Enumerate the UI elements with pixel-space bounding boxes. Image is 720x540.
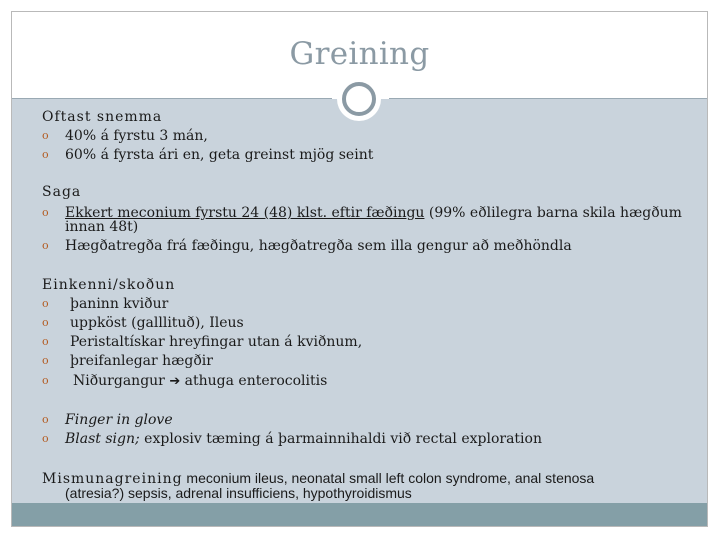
list-item: þaninn kviður [70,296,169,312]
list-item [65,204,682,222]
item-text: (99% eðlilegra barna skila hægðum [424,205,682,221]
section-heading-einkenni: Einkenni/skoðun [42,277,176,293]
list-item [73,372,327,391]
bullet-marker: o [42,316,49,329]
bullet-marker: o [42,148,49,161]
bullet-marker: o [42,413,49,426]
bullet-marker: o [42,206,49,219]
slide-title: Greining [289,36,430,72]
bullet-marker: o [42,335,49,348]
list-item: þreifanlegar hægðir [70,353,213,369]
section-heading-oftast: Oftast snemma [42,109,163,125]
paragraph-continuation: (atresia?) sepsis, adrenal insufficiens, hypothyroidismus [65,485,412,501]
list-item-continuation: innan 48t) [65,219,139,235]
footer-band [12,503,707,526]
list-item: Finger in glove [65,412,173,428]
bullet-marker: o [42,374,49,387]
bullet-marker: o [42,354,49,367]
item-text: explosiv tæming á þarmainnihaldi við rectal exploration [139,431,542,447]
list-item: 40% á fyrstu 3 mán, [65,128,208,144]
title-divider-left [12,98,332,99]
section-heading-saga: Saga [42,184,82,200]
list-item: uppköst (galllituð), Ileus [70,315,244,331]
italic-text: Blast sign; [65,431,140,447]
title-divider-right [389,98,707,99]
list-item: Hægðatregða frá fæðingu, hægðatregða sem illa gengur að meðhöndla [65,238,572,254]
item-text: athuga enterocolitis [180,373,328,389]
section-heading-mismuna: Mismunagreining [42,471,183,487]
bullet-marker: o [42,129,49,142]
bullet-marker: o [42,432,49,445]
item-text: Niðurgangur [73,373,170,389]
list-item: Peristaltískar hreyfingar utan á kviðnum, [70,334,363,350]
list-item [65,430,542,448]
circle-ornament-icon [337,77,381,121]
circle-ring [342,82,376,116]
arrow-right-icon: ➔ [169,374,181,389]
bullet-marker: o [42,239,49,252]
underlined-text: Ekkert meconium fyrstu 24 (48) klst. eftir fæðingu [65,205,425,221]
paragraph-text: meconium ileus, neonatal small left colon syndrome, anal stenosa [182,470,595,486]
list-item: 60% á fyrsta ári en, geta greinst mjög seint [65,147,374,163]
bullet-marker: o [42,297,49,310]
